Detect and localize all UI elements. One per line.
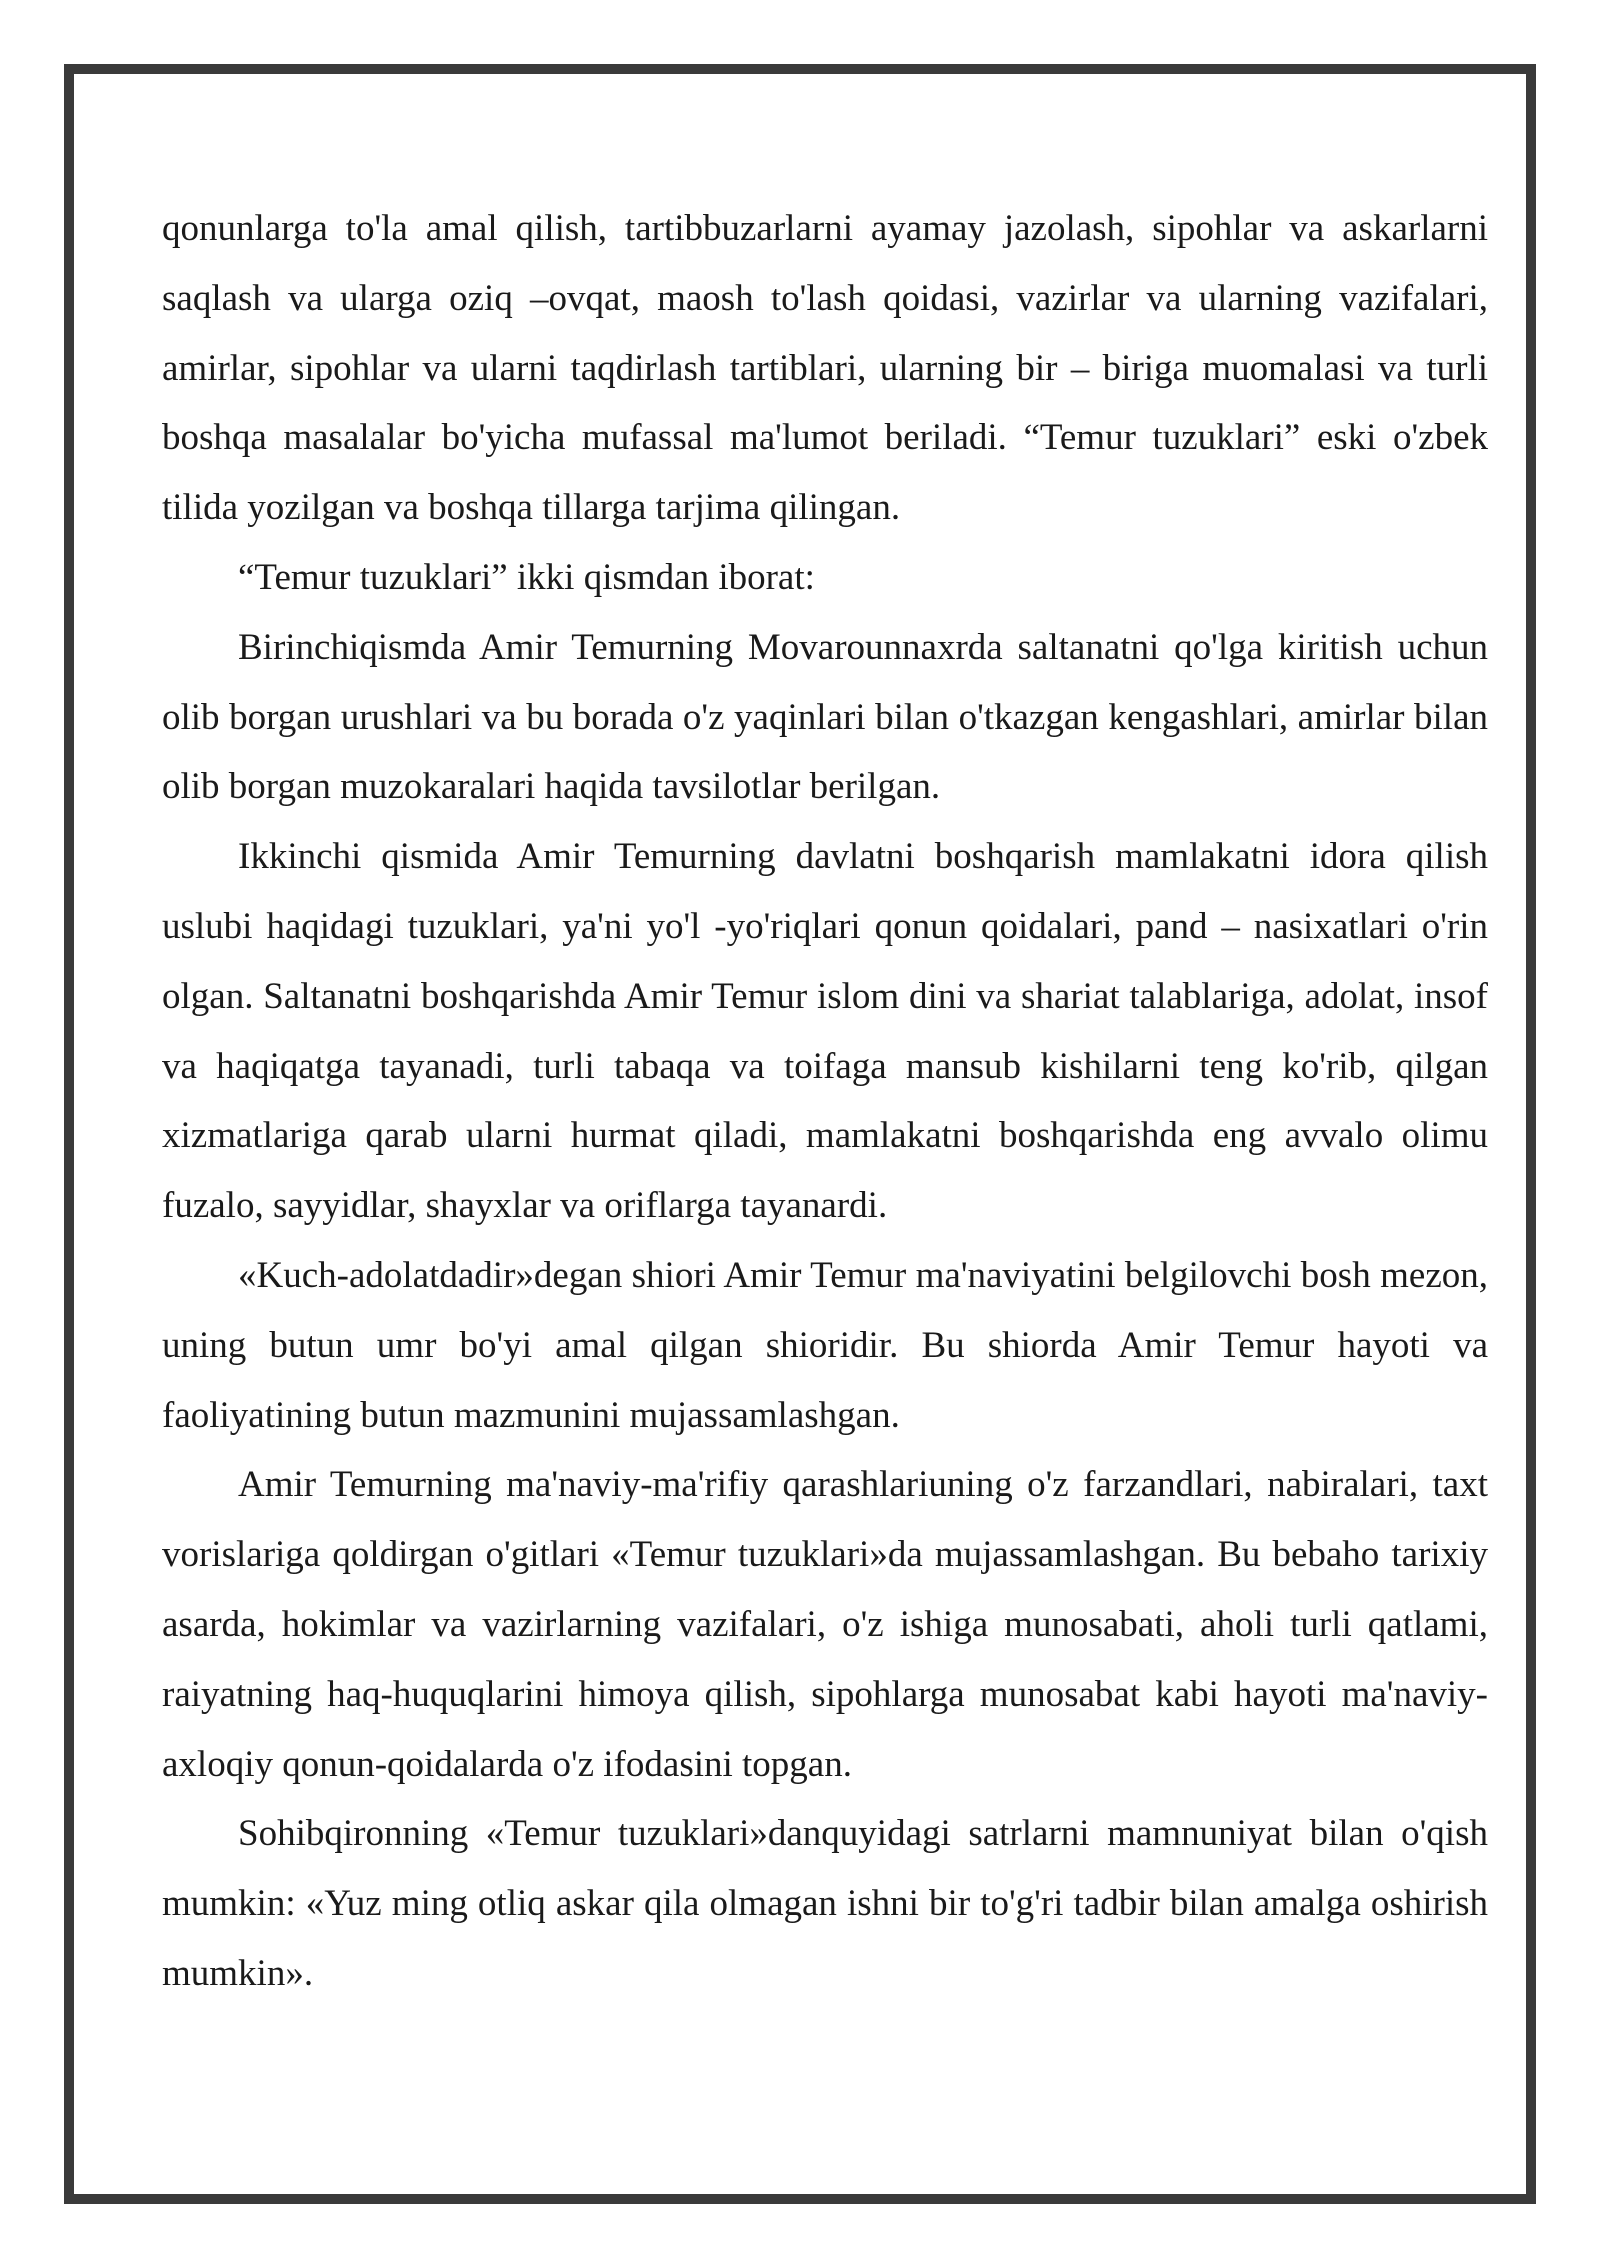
paragraph-5: «Kuch-adolatdadir»degan shiori Amir Temur ma'naviyatini belgilovchi bosh mezon, uning butun umr bo'yi amal qilgan shioridir. Bu shiorda Amir Temur hayoti va faoliyatining butun mazmunini mujassamlashgan. bbox=[162, 1254, 1488, 1436]
document-body bbox=[162, 194, 1488, 2009]
paragraph-2: “Temur tuzuklari” ikki qismdan iborat: bbox=[238, 556, 815, 598]
paragraph-4: Ikkinchi qismida Amir Temurning davlatni boshqarish mamlakatni idora qilish uslubi haqidagi tuzuklari, ya'ni yo'l -yo'riqlari qonun qoidalari, pand – nasixatlari o'rin olgan. Saltanatni boshqarishda Amir Temur islom dini va shariat talablariga, adolat, insof va haqiqatga tayanadi, turli tabaqa va toifaga mansub kishilarni teng ko'rib, qilgan xizmatlariga qarab ularni hurmat qiladi, mamlakatni boshqarishda eng avvalo olimu fuzalo, sayyidlar, shayxlar va oriflarga tayanardi. bbox=[162, 836, 1488, 1227]
paragraph-7: Sohibqironning «Temur tuzuklari»danquyidagi satrlarni mamnuniyat bilan o'qish mumkin: «Yuz ming otliq askar qila olmagan ishni bir to'g'ri tadbir bilan amalga oshirish mumkin». bbox=[162, 1813, 1488, 1994]
paragraph-1: qonunlarga to'la amal qilish, tartibbuzarlarni ayamay jazolash, sipohlar va askarlarni saqlash va ularga oziq –ovqat, maosh to'lash qoidasi, vazirlar va ularning vazifalari, amirlar, sipohlar va ularni taqdirlash tartiblari, ularning bir – biriga muomalasi va turli boshqa masalalar bo'yicha mufassal ma'lumot beriladi. “Temur tuzuklari” eski o'zbek tilida yozilgan va boshqa tillarga tarjima qilingan. bbox=[162, 208, 1488, 529]
page-frame bbox=[64, 64, 1536, 2204]
paragraph-6: Amir Temurning ma'naviy-ma'rifiy qarashlariuning o'z farzandlari, nabiralari, taxt vorislariga qoldirgan o'gitlari «Temur tuzuklari»da mujassamlashgan. Bu bebaho tarixiy asarda, hokimlar va vazirlarning vazifalari, o'z ishiga munosabati, aholi turli qatlami, raiyatning haq-huquqlarini himoya qilish, sipohlarga munosabat kabi hayoti ma'naviy-axloqiy qonun-qoidalarda o'z ifodasini topgan. bbox=[162, 1464, 1488, 1785]
paragraph-3: Birinchiqismda Amir Temurning Movarounnaxrda saltanatni qo'lga kiritish uchun olib borgan urushlari va bu borada o'z yaqinlari bilan o'tkazgan kengashlari, amirlar bilan olib borgan muzokaralari haqida tavsilotlar berilgan. bbox=[162, 626, 1488, 808]
